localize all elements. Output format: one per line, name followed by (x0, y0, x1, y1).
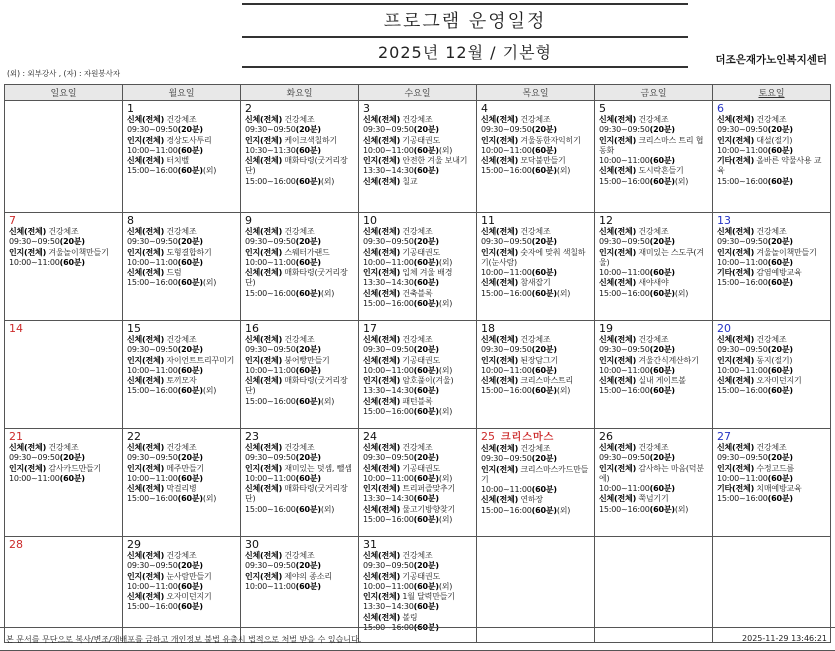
schedule-line: 신체(전체) 매화타령(굿거리장단) (245, 376, 348, 396)
schedule-line: 인지(전체) 겨울놀이책만들기 (717, 247, 817, 257)
schedule-line: 15:00~16:00(60분)(외) (245, 396, 335, 406)
schedule-line: 10:00~11:00(60분) (245, 581, 321, 591)
schedule-line: 신체(전체) 매화타령(굿거리장단) (245, 484, 348, 504)
schedule-line: 신체(전체) 토끼모자 (127, 376, 197, 386)
schedule-line: 인지(전체) 겨울놀이책만들기 (9, 247, 109, 257)
day-number: 16 (245, 322, 259, 335)
day-cell-25 (477, 429, 595, 537)
day-number: 24 (363, 430, 377, 443)
schedule-line: 신체(전체) 건강체조 (363, 227, 433, 236)
schedule-line: 10:00~11:00(60분) (245, 365, 321, 375)
schedule-line: 신체(전체) 건강체조 (363, 115, 433, 124)
schedule-line: 신체(전체) 건강체조 (127, 551, 197, 560)
schedule-line: 인지(전체) 눈사람만들기 (127, 571, 212, 581)
schedule-line: 10:00~11:00(60분) (245, 257, 321, 267)
day-number: 6 (717, 102, 724, 115)
schedule-line: 10:00~11:00(60분)(외) (363, 365, 453, 375)
schedule-line: 09:30~09:50(20분) (363, 453, 439, 463)
schedule-line: 15:00~16:00(60분)(외) (481, 386, 571, 396)
day-header-weekday-월요일: 월요일 (123, 85, 241, 101)
schedule-line: 신체(전체) 참새잡기 (481, 278, 551, 288)
schedule-line: 15:00~16:00(60분)(외) (245, 176, 335, 186)
schedule-line: 09:30~09:50(20분) (599, 345, 675, 355)
page-subtitle: 2025년 12월 / 기본형 (242, 38, 688, 68)
schedule-line: 10:00~11:00(60분) (481, 145, 557, 155)
schedule-line: 10:00~11:00(60분) (599, 268, 675, 278)
schedule-line: 인지(전체) 1월 달력만들기 (363, 592, 455, 602)
center-name: 더조은재가노인복지센터 (715, 54, 827, 66)
schedule-line: 인지(전체) 감사하는 마음(덕분에) (599, 463, 704, 483)
schedule-line: 10:00~11:00(60분)(외) (363, 257, 453, 267)
schedule-line: 15:00~16:00(60분) (363, 623, 439, 633)
schedule-line: 10:00~11:00(60분) (717, 365, 793, 375)
day-number: 22 (127, 430, 141, 443)
schedule-line: 13:30~14:30(60분) (363, 166, 439, 176)
schedule-line: 10:00~11:00(60분)(외) (363, 473, 453, 483)
day-cell-4 (477, 101, 595, 213)
schedule-line: 기타(전체) 올바른 약물사용 교육 (717, 156, 822, 176)
footer-timestamp: 2025-11-29 13:46:21 (742, 634, 827, 643)
legend-note: (외) : 외부강사 , (자) : 자원봉사자 (7, 69, 121, 78)
day-cell-13 (713, 213, 831, 321)
schedule-line: 09:30~09:50(20분) (127, 237, 203, 247)
page-title: 프로그램 운영일정 (242, 5, 688, 38)
day-cell-empty (5, 101, 123, 213)
schedule-line: 13:30~14:30(60분) (363, 494, 439, 504)
schedule-line: 10:00~11:00(60분) (9, 473, 85, 483)
schedule-line: 15:00~16:00(60분)(외) (245, 504, 335, 514)
calendar-table (4, 84, 831, 643)
schedule-line: 신체(전체) 실내 게이트볼 (599, 376, 686, 386)
schedule-line: 13:30~14:30(60분) (363, 602, 439, 612)
schedule-line: 인지(전체) 제야의 종소리 (245, 571, 332, 581)
day-number: 31 (363, 538, 377, 551)
day-cell-27 (713, 429, 831, 537)
day-header-weekday-금요일: 금요일 (595, 85, 713, 101)
schedule-line: 15:00~16:00(60분) (599, 386, 675, 396)
schedule-line: 신체(전체) 볼링 (363, 612, 418, 622)
schedule-line: 09:30~09:50(20분) (127, 345, 203, 355)
schedule-line: 신체(전체) 패턴블록 (363, 396, 433, 406)
schedule-line: 10:00~11:00(60분) (245, 473, 321, 483)
schedule-line: 15:00~16:00(60분)(외) (481, 505, 571, 515)
schedule-line: 신체(전체) 기공태권도 (363, 355, 441, 365)
day-cell-23 (241, 429, 359, 537)
schedule-line: 10:00~11:00(60분) (481, 268, 557, 278)
schedule-line: 09:30~09:50(20분) (481, 125, 557, 135)
day-number: 12 (599, 214, 613, 227)
schedule-line: 인지(전체) 경상도사투리 (127, 135, 212, 145)
schedule-line: 09:30~09:50(20분) (717, 237, 793, 247)
calendar-body (5, 101, 831, 643)
schedule-line: 신체(전체) 건강체조 (717, 227, 787, 236)
schedule-line: 인지(전체) 크리스마스 트리 협동화 (599, 135, 704, 155)
day-number: 5 (599, 102, 606, 115)
schedule-line: 인지(전체) 스웨터가랜드 (245, 247, 330, 257)
schedule-line: 15:00~16:00(60분) (717, 176, 793, 186)
schedule-line: 10:00~11:00(60분) (599, 484, 675, 494)
schedule-line: 신체(전체) 건강체조 (245, 227, 315, 236)
schedule-line: 15:00~16:00(60분)(외) (599, 176, 689, 186)
schedule-line: 10:00~11:00(60분) (481, 485, 557, 495)
schedule-line: 15:00~16:00(60분)(외) (363, 407, 453, 417)
schedule-line: 신체(전체) 건강체조 (481, 227, 551, 236)
schedule-line: 신체(전체) 크리스마스트리 (481, 376, 574, 386)
schedule-line: 10:00~11:00(60분)(외) (363, 581, 453, 591)
day-header-row (5, 85, 831, 101)
day-cell-17 (359, 321, 477, 429)
schedule-line: 신체(전체) 건강체조 (245, 551, 315, 560)
schedule-line: 신체(전체) 도시락흔들기 (599, 166, 684, 176)
schedule-line: 신체(전체) 쭉넘기기 (599, 494, 669, 504)
schedule-line: 인지(전체) 재미있는 스도쿠(겨울) (599, 247, 704, 267)
day-number: 20 (717, 322, 731, 335)
schedule-line: 신체(전체) 건강체조 (481, 335, 551, 344)
schedule-line: 신체(전체) 드럼 (127, 268, 182, 278)
schedule-line: 신체(전체) 새야새야 (599, 278, 669, 288)
schedule-line: 신체(전체) 오자미던지기 (717, 376, 802, 386)
day-number: 28 (9, 538, 23, 551)
schedule-line: 10:00~11:00(60분) (9, 257, 85, 267)
day-number: 10 (363, 214, 377, 227)
schedule-line: 신체(전체) 건강체조 (245, 443, 315, 452)
schedule-line: 09:30~09:50(20분) (599, 125, 675, 135)
schedule-line: 신체(전체) 기공태권도 (363, 463, 441, 473)
day-number: 17 (363, 322, 377, 335)
day-number: 26 (599, 430, 613, 443)
footer-notice: 본 문서를 무단으로 복사/변조/재배포를 금하고 개인정보 불법 유출시 법적으로 처벌 받을 수 있습니다. (6, 635, 362, 644)
schedule-line: 인지(전체) 트리퍼즐맞추기 (363, 484, 456, 494)
schedule-line: 09:30~09:50(20분) (717, 345, 793, 355)
day-cell-18 (477, 321, 595, 429)
schedule-line: 09:30~09:50(20분) (481, 454, 557, 464)
schedule-line: 10:00~11:00(60분) (599, 365, 675, 375)
day-number: 29 (127, 538, 141, 551)
day-cell-20 (713, 321, 831, 429)
day-number: 7 (9, 214, 16, 227)
calendar-week-row (5, 429, 831, 537)
schedule-line: 09:30~09:50(20분) (245, 561, 321, 571)
schedule-line: 인지(전체) 동지(절기) (717, 355, 793, 365)
day-number: 30 (245, 538, 259, 551)
schedule-line: 09:30~09:50(20분) (717, 453, 793, 463)
schedule-line: 09:30~09:50(20분) (245, 125, 321, 135)
schedule-line: 신체(전체) 칠교 (363, 176, 418, 186)
day-number: 2 (245, 102, 252, 115)
schedule-line: 09:30~09:50(20분) (9, 453, 85, 463)
schedule-line: 인지(전체) 숫자에 맞춰 색칠하기(눈사람) (481, 247, 586, 267)
schedule-line: 기타(전체) 치매예방교육 (717, 484, 802, 494)
day-number: 1 (127, 102, 134, 115)
day-number: 9 (245, 214, 252, 227)
schedule-line: 인지(전체) 수정고드름 (717, 463, 795, 473)
schedule-line: 15:00~16:00(60분)(외) (363, 515, 453, 525)
schedule-line: 인지(전체) 안전한 겨울 보내기 (363, 156, 468, 166)
day-number: 11 (481, 214, 495, 227)
schedule-line: 13:30~14:30(60분) (363, 278, 439, 288)
schedule-line: 신체(전체) 매화타령(굿거리장단) (245, 156, 348, 176)
schedule-line: 인지(전체) 자이언트트리꾸미기 (127, 355, 235, 365)
schedule-line: 신체(전체) 건강체조 (127, 443, 197, 452)
day-cell-10 (359, 213, 477, 321)
schedule-line: 인지(전체) 붕어빵만들기 (245, 355, 330, 365)
schedule-line: 09:30~09:50(20분) (599, 453, 675, 463)
footer (0, 627, 835, 651)
schedule-line: 신체(전체) 건강체조 (245, 335, 315, 344)
schedule-line: 신체(전체) 건강체조 (717, 443, 787, 452)
schedule-line: 10:00~11:00(60분) (127, 257, 203, 267)
day-header-weekday-목요일: 목요일 (477, 85, 595, 101)
schedule-line: 15:00~16:00(60분)(외) (481, 288, 571, 298)
schedule-line: 09:30~09:50(20분) (127, 125, 203, 135)
schedule-line: 신체(전체) 건강체조 (363, 551, 433, 560)
day-cell-3 (359, 101, 477, 213)
day-cell-2 (241, 101, 359, 213)
schedule-line: 10:00~11:00(60분) (127, 473, 203, 483)
day-header-weekday-화요일: 화요일 (241, 85, 359, 101)
schedule-line: 신체(전체) 막걸리병 (127, 484, 197, 494)
schedule-line: 신체(전체) 건강체조 (717, 115, 787, 124)
schedule-line: 15:00~16:00(60분) (717, 386, 793, 396)
schedule-line: 09:30~09:50(20분) (717, 125, 793, 135)
day-number: 25 크리스마스 (481, 430, 555, 443)
schedule-line: 신체(전체) 건강체조 (599, 335, 669, 344)
day-number: 23 (245, 430, 259, 443)
schedule-line: 09:30~09:50(20분) (9, 237, 85, 247)
schedule-line: 15:00~16:00(60분)(외) (127, 278, 217, 288)
schedule-line: 신체(전체) 기공태권도 (363, 571, 441, 581)
schedule-line: 09:30~09:50(20분) (245, 345, 321, 355)
day-header-sun-일요일: 일요일 (5, 85, 123, 101)
schedule-line: 09:30~09:50(20분) (481, 237, 557, 247)
schedule-line: 인지(전체) 크리스마스카드만들기 (481, 464, 589, 484)
schedule-line: 신체(전체) 터치벨 (127, 156, 189, 166)
schedule-line: 신체(전체) 건강체조 (127, 227, 197, 236)
schedule-line: 신체(전체) 건강체조 (245, 115, 315, 124)
day-cell-21 (5, 429, 123, 537)
day-cell-14 (5, 321, 123, 429)
day-number: 21 (9, 430, 23, 443)
day-cell-6 (713, 101, 831, 213)
day-cell-9 (241, 213, 359, 321)
title-box (242, 3, 688, 68)
day-cell-5 (595, 101, 713, 213)
schedule-line: 10:00~11:00(60분) (717, 473, 793, 483)
schedule-line: 09:30~09:50(20분) (245, 237, 321, 247)
schedule-line: 09:30~09:50(20분) (363, 237, 439, 247)
schedule-line: 10:00~11:00(60분) (717, 145, 793, 155)
schedule-line: 신체(전체) 기공태권도 (363, 135, 441, 145)
day-number: 27 (717, 430, 731, 443)
schedule-line: 인지(전체) 메주만들기 (127, 463, 205, 473)
schedule-line: 15:00~16:00(60분) (127, 602, 203, 612)
schedule-line: 15:00~16:00(60분)(외) (481, 166, 571, 176)
schedule-line: 09:30~09:50(20분) (363, 561, 439, 571)
schedule-line: 신체(전체) 건강체조 (717, 335, 787, 344)
schedule-line: 15:00~16:00(60분)(외) (127, 494, 217, 504)
schedule-line: 15:00~16:00(60분)(외) (127, 166, 217, 176)
schedule-line: 신체(전체) 건강체조 (127, 335, 197, 344)
schedule-line: 15:00~16:00(60분)(외) (245, 288, 335, 298)
schedule-line: 인지(전체) 감사카드만들기 (9, 463, 102, 473)
day-cell-15 (123, 321, 241, 429)
schedule-line: 10:30~11:30(60분) (245, 145, 321, 155)
schedule-line: 인지(전체) 된장담그기 (481, 355, 559, 365)
day-number: 4 (481, 102, 488, 115)
day-cell-16 (241, 321, 359, 429)
schedule-line: 신체(전체) 건강체조 (599, 443, 669, 452)
schedule-line: 인지(전체) 재미있는 덧셈, 뺄셈 (245, 463, 352, 473)
schedule-line: 15:00~16:00(60분)(외) (599, 288, 689, 298)
schedule-line: 인지(전체) 대설(절기) (717, 135, 793, 145)
schedule-line: 09:30~09:50(20분) (245, 453, 321, 463)
day-cell-7 (5, 213, 123, 321)
schedule-line: 인지(전체) 입체 겨울 배경 (363, 268, 453, 278)
day-cell-22 (123, 429, 241, 537)
calendar-week-row (5, 101, 831, 213)
schedule-line: 인지(전체) 암호풀이(겨울) (363, 376, 454, 386)
schedule-line: 15:00~16:00(60분) (717, 278, 793, 288)
day-number: 19 (599, 322, 613, 335)
day-number: 14 (9, 322, 23, 335)
schedule-line: 신체(전체) 오자미던지기 (127, 592, 212, 602)
schedule-line: 인지(전체) 케이크색칠하기 (245, 135, 338, 145)
schedule-line: 신체(전체) 건강체조 (481, 444, 551, 453)
schedule-line: 인지(전체) 도형결합하기 (127, 247, 212, 257)
schedule-line: 신체(전체) 건강체조 (363, 443, 433, 452)
schedule-line: 15:00~16:00(60분)(외) (127, 386, 217, 396)
schedule-line: 신체(전체) 건축블록 (363, 288, 433, 298)
schedule-line: 인지(전체) 겨울간식계산하기 (599, 355, 699, 365)
schedule-line: 인지(전체) 겨울동한자익히기 (481, 135, 581, 145)
schedule-line: 10:00~11:00(60분) (481, 365, 557, 375)
calendar-week-row (5, 321, 831, 429)
schedule-line: 15:00~16:00(60분)(외) (363, 299, 453, 309)
schedule-line: 신체(전체) 건강체조 (599, 115, 669, 124)
schedule-line: 기타(전체) 감염예방교육 (717, 268, 802, 278)
schedule-line: 신체(전체) 건강체조 (9, 227, 79, 236)
schedule-line: 15:00~16:00(60분) (717, 494, 793, 504)
schedule-line: 10:00~11:00(60분) (127, 145, 203, 155)
day-cell-11 (477, 213, 595, 321)
day-number: 18 (481, 322, 495, 335)
day-header-sat-토요일: 토요일 (713, 85, 831, 101)
day-number: 13 (717, 214, 731, 227)
schedule-line: 09:30~09:50(20분) (599, 237, 675, 247)
schedule-line: 10:00~11:00(60분) (717, 257, 793, 267)
schedule-line: 신체(전체) 기공태권도 (363, 247, 441, 257)
schedule-line: 15:00~16:00(60분)(외) (599, 504, 689, 514)
schedule-line: 신체(전체) 연하장 (481, 495, 543, 505)
schedule-line: 신체(전체) 건강체조 (481, 115, 551, 124)
schedule-line: 신체(전체) 물고기방향찾기 (363, 504, 456, 514)
schedule-line: 09:30~09:50(20분) (127, 453, 203, 463)
schedule-line: 10:00~11:00(60분) (599, 156, 675, 166)
schedule-line: 신체(전체) 건강체조 (363, 335, 433, 344)
holiday-label: 크리스마스 (501, 432, 555, 443)
day-number: 15 (127, 322, 141, 335)
schedule-line: 09:30~09:50(20분) (363, 345, 439, 355)
day-cell-24 (359, 429, 477, 537)
schedule-line: 09:30~09:50(20분) (363, 125, 439, 135)
schedule-line: 신체(전체) 매화타령(굿거리장단) (245, 268, 348, 288)
day-cell-26 (595, 429, 713, 537)
day-cell-19 (595, 321, 713, 429)
schedule-line: 10:00~11:00(60분) (127, 365, 203, 375)
day-cell-12 (595, 213, 713, 321)
calendar-week-row (5, 213, 831, 321)
schedule-line: 09:30~09:50(20분) (127, 561, 203, 571)
schedule-line: 09:30~09:50(20분) (481, 345, 557, 355)
day-header-weekday-수요일: 수요일 (359, 85, 477, 101)
schedule-line: 신체(전체) 모닥불만들기 (481, 156, 566, 166)
schedule-line: 신체(전체) 건강체조 (9, 443, 79, 452)
schedule-line: 신체(전체) 건강체조 (599, 227, 669, 236)
day-number: 8 (127, 214, 134, 227)
day-cell-8 (123, 213, 241, 321)
schedule-line: 10:00~11:00(60분)(외) (363, 145, 453, 155)
schedule-line: 13:30~14:30(60분) (363, 386, 439, 396)
day-cell-1 (123, 101, 241, 213)
day-number: 3 (363, 102, 370, 115)
schedule-line: 10:00~11:00(60분) (127, 581, 203, 591)
schedule-line: 신체(전체) 건강체조 (127, 115, 197, 124)
